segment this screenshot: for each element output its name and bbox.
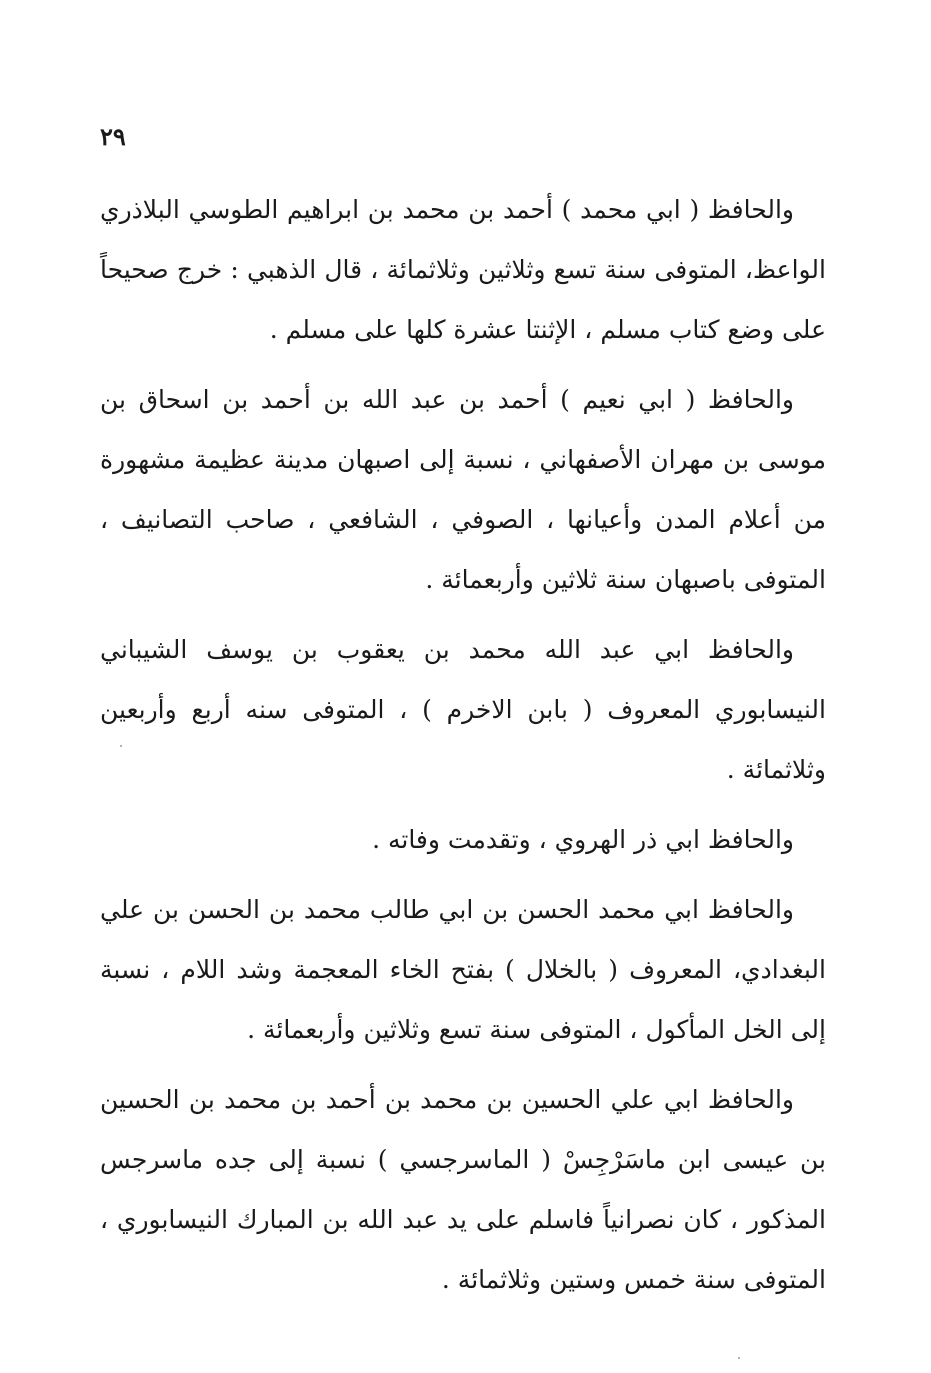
paragraph-al-masarjisi: والحافظ ابي علي الحسين بن محمد بن أحمد بن محمد بن الحسين بن عيسى ابن ماسَرْجِسْ ( الماسرجسي ) نسبة إلى جده ماسرجس المذكور ، كان نصرانياً فاسلم على يد عبد الله بن المبارك النيسابوري ، المتوفى سنة خمس وستين وثلاثمائة . — [100, 1085, 826, 1294]
paragraph-al-khallal: والحافظ ابي محمد الحسن بن ابي طالب محمد بن الحسن بن علي البغدادي، المعروف ( بالخلال ) بفتح الخاء المعجمة وشد اللام ، نسبة إلى الخل المأكول ، المتوفى سنة تسع وثلاثين وأربعمائة . — [100, 895, 826, 1044]
scan-speck — [738, 1357, 740, 1359]
paragraph-abu-nuaym: والحافظ ( ابي نعيم ) أحمد بن عبد الله بن أحمد بن اسحاق بن موسى بن مهران الأصفهاني ، نسبة إلى اصبهان مدينة عظيمة مشهورة من أعلام المدن وأعيانها ، الصوفي ، الشافعي ، صاحب التصانيف ، المتوفى باصبهان سنة ثلاثين وأربعمائة . — [100, 385, 826, 594]
scan-speck — [120, 745, 122, 747]
body-text — [100, 180, 826, 1320]
paragraph-abu-muhammad-al-balathuri: والحافظ ( ابي محمد ) أحمد بن محمد بن ابراهيم الطوسي البلاذري الواعظ، المتوفى سنة تسع وثلاثين وثلاثمائة ، قال الذهبي : خرج صحيحاً على وضع كتاب مسلم ، الإثنتا عشرة كلها على مسلم . — [100, 195, 826, 344]
paragraph-ibn-al-akhram: والحافظ ابي عبد الله محمد بن يعقوب بن يوسف الشيباني النيسابوري المعروف ( بابن الاخرم ) ، المتوفى سنه أربع وأربعين وثلاثمائة . — [100, 635, 826, 784]
page-number: ٢٩ — [100, 122, 126, 151]
paragraph-abu-dharr-al-harawi: والحافظ ابي ذر الهروي ، وتقدمت وفاته . — [372, 825, 794, 854]
